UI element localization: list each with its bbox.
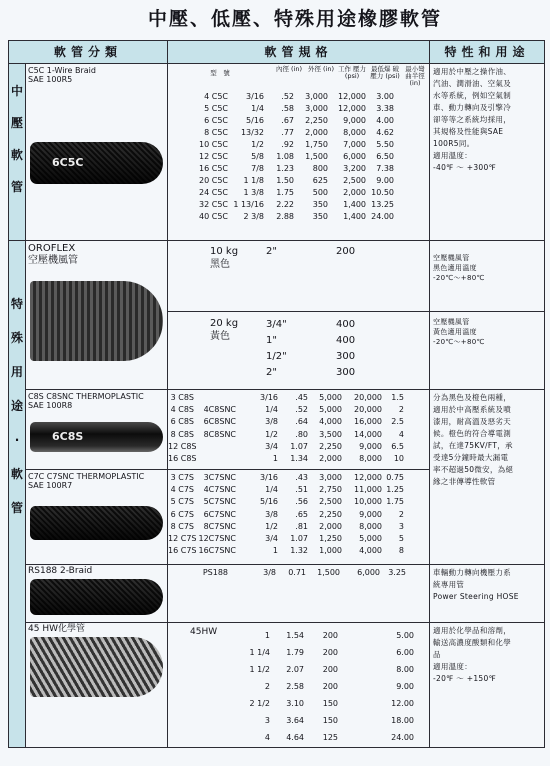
spec-cell: 11,000 (354, 485, 383, 495)
spec-cell: 12 C8S (168, 441, 197, 451)
spec-row (168, 545, 429, 557)
spec-cell: 5 C5C (204, 104, 229, 113)
spec-cell: 1 1/8 (243, 176, 265, 185)
spec-cell: 3,500 (319, 429, 343, 439)
hose-table (8, 40, 545, 748)
hose-label: 6C8S (52, 430, 84, 443)
spec-cell: 3 (264, 716, 271, 725)
spec-cell: 9,000 (359, 441, 383, 451)
spec-cell: 4.62 (376, 128, 395, 137)
side-medium (9, 64, 26, 241)
spec-cell: 4.00 (376, 116, 395, 125)
spec-cell: 300 (336, 367, 356, 378)
spec-cell: 12.00 (391, 699, 415, 708)
spec-cell: 9.00 (376, 176, 395, 185)
spec-row (168, 644, 429, 661)
spec-cell: 1.50 (276, 176, 295, 185)
spec-cell: 3,000 (305, 104, 329, 113)
side-char: 軟 (10, 467, 23, 481)
spec-cell: 2,250 (319, 441, 343, 451)
product-name: C7C C7SNC THERMOPLASTIC SAE 100R7 (28, 472, 145, 490)
spec-cell (194, 392, 236, 404)
spec-45hw (168, 623, 430, 748)
spec-cell: 4 (264, 733, 271, 742)
spec-cell: 8 C5C (204, 128, 229, 137)
spec-cell: PS188 (202, 568, 229, 577)
spec-cell: 1 (272, 454, 279, 464)
spec-row (168, 127, 429, 139)
spec-cell: 8,000 (359, 521, 383, 531)
side-char: 中 (10, 84, 23, 98)
spec-cell: 2 3/8 (243, 212, 265, 221)
spec-row (168, 175, 429, 187)
spec-cell: 9,000 (343, 116, 367, 125)
spec-row (266, 245, 376, 258)
spec-cell: 150 (322, 716, 339, 725)
spec-cell: 1.75 (276, 188, 295, 197)
spec-cell: 12 C7S (168, 534, 197, 544)
side-char: 軟 (10, 148, 23, 162)
spec-cell: 7,000 (343, 140, 367, 149)
spec-cell: 2,500 (319, 497, 343, 507)
spec-oroflex (168, 241, 430, 390)
spec-cell: 1.34 (290, 454, 309, 464)
spec-row (266, 365, 376, 381)
spec-cell: 2,000 (343, 188, 367, 197)
spec-cell: 16 C7S (168, 546, 197, 556)
spec-cell: 9,000 (359, 509, 383, 519)
spec-cell: 10 C5C (199, 140, 229, 149)
spec-cell: 12,000 (338, 92, 367, 101)
spec-row (168, 392, 429, 404)
feature-45hw: 適用於化學品和溶劑， 輸送高濃度酸類和化學 品 適用溫度： -20℉ ～ +150℉ (430, 623, 545, 748)
spec-cell: 1/2 (265, 521, 279, 531)
spec-cell: 1/4 (251, 104, 265, 113)
spec-row (168, 441, 429, 453)
spec-row (168, 429, 429, 441)
spec-cell: 1 3/8 (243, 188, 265, 197)
product-name: RS188 2-Braid (28, 566, 93, 576)
col-wp: 工作 壓力 (psi) (337, 65, 367, 80)
spec-row (168, 712, 429, 729)
spec-cell: 1,000 (319, 546, 343, 556)
hose-image (30, 281, 163, 361)
spec-cell: 8 C7S (170, 521, 195, 531)
feature-rs188: 車輛動力轉向機壓力系 統專用管 Power Steering HOSE (430, 565, 545, 623)
spec-row (168, 453, 429, 465)
spec-cell: 4,000 (359, 546, 383, 556)
product-name: C8S C8SNC THERMOPLASTIC SAE 100R8 (28, 392, 144, 410)
product-rs188 (26, 565, 168, 623)
spec-cell: 4,000 (319, 417, 343, 427)
spec-cell: 4 C7S (170, 485, 195, 495)
product-name: OROFLEX 空壓機風管 (28, 243, 78, 266)
spec-cell: 3/4" (266, 319, 287, 330)
spec-row (168, 533, 429, 545)
spec-cell: 1.5 (391, 393, 405, 402)
spec-cell: 1.23 (276, 164, 295, 173)
feature-oroflex-b: 空壓機風管 黃色適用溫度 -20℃～+80℃ (433, 318, 485, 346)
spec-cell: 1/4 (265, 405, 279, 415)
hose-label: 6C5C (52, 156, 84, 169)
spec-cell: 6.5 (391, 441, 405, 451)
spec-cell: 5 C7S (170, 497, 195, 507)
header-category: 軟管分類 (9, 41, 168, 64)
spec-cell: 6 C8S (170, 417, 195, 427)
spec-cell: 2,500 (343, 176, 367, 185)
spec-cell: 1 1/4 (249, 648, 271, 657)
spec-row (168, 187, 429, 199)
spec-cell: 20,000 (354, 405, 383, 415)
spec-row (168, 151, 429, 163)
product-oroflex (26, 241, 168, 390)
spec-cell: 1.54 (286, 631, 305, 640)
spec-cell: 3/16 (246, 92, 265, 101)
spec-cell: .51 (295, 485, 309, 495)
spec-cell: 500 (312, 188, 329, 197)
spec-cell (194, 453, 236, 465)
spec-cell: 6.50 (376, 152, 395, 161)
spec-cell: .56 (295, 497, 309, 507)
spec-cell: 5.00 (396, 631, 415, 640)
spec-cell: 1/2 (265, 429, 279, 439)
spec-cell: 1/4 (265, 485, 279, 495)
spec-cell: 350 (312, 212, 329, 221)
spec-cell: 32 C5C (199, 200, 229, 209)
feature-c5c: 適用於中壓之操作油、 汽油、潤滑油、空氣及 水等系統，例如空氣制 車、動力轉向及引擎冷 卻等等之系統均採用， 其規格及性能與SAE 100R5同。 適用溫度： -40℉ ～ +300℉ (430, 64, 545, 241)
side-char: 途 (10, 399, 23, 413)
header-feature: 特性和用途 (430, 41, 545, 64)
spec-cell: 14,000 (354, 429, 383, 439)
spec-cell: .92 (281, 140, 295, 149)
spec-cell: 6C8SNC (203, 417, 237, 427)
spec-cell: 2" (266, 246, 277, 257)
spec-cell: 2,250 (319, 509, 343, 519)
spec-cell: 16,000 (354, 417, 383, 427)
spec-cell: .67 (281, 116, 295, 125)
spec-cell: .80 (295, 429, 309, 439)
spec-cell: 200 (322, 665, 339, 674)
hw45-model: 45HW (190, 627, 218, 637)
spec-cell: 1 (272, 546, 279, 556)
spec-cell: 24.00 (371, 212, 395, 221)
spec-cell: 7/8 (251, 164, 265, 173)
spec-cell: 1.79 (286, 648, 305, 657)
spec-row (168, 472, 429, 484)
spec-cell: 6.00 (396, 648, 415, 657)
spec-row (168, 661, 429, 678)
spec-cell: 3/8 (263, 568, 277, 577)
spec-cell: 12 C5C (199, 152, 229, 161)
spec-cell: 40 C5C (199, 212, 229, 221)
spec-cell: 2,000 (319, 521, 343, 531)
spec-cell: 5 (398, 534, 405, 544)
spec-cell: 7.38 (376, 164, 395, 173)
spec-cell: 5C7SNC (203, 497, 237, 507)
spec-cell: .58 (281, 104, 295, 113)
side-char: 管 (10, 501, 23, 515)
spec-cell: 1.07 (290, 534, 309, 544)
spec-cell: 1,400 (343, 212, 367, 221)
spec-cell: .64 (295, 417, 309, 427)
side-char: 管 (10, 180, 23, 194)
spec-cell: 1,400 (343, 200, 367, 209)
spec-cell: 9.00 (396, 682, 415, 691)
spec-cell: 1/2" (266, 351, 287, 362)
hose-image (30, 422, 163, 452)
spec-cell: .81 (295, 521, 309, 531)
spec-cell: 200 (336, 246, 356, 257)
spec-cell: 3/4 (265, 534, 279, 544)
spec-cell: 5/16 (260, 497, 279, 507)
spec-cell: 125 (322, 733, 339, 742)
spec-row (168, 416, 429, 428)
spec-cell: 1,500 (317, 568, 341, 577)
spec-row (168, 163, 429, 175)
side-char: 用 (10, 365, 23, 379)
spec-cell: 3.00 (376, 92, 395, 101)
page-title: 中壓、低壓、特殊用途橡膠軟管 (147, 8, 442, 30)
hose-image (30, 506, 163, 540)
spec-cell: 1/2 (251, 140, 265, 149)
feature-c8s: 分為黑色及橙色兩種， 適用於中高壓系統及噴 漆用，耐高溫及惡劣天 候。橙色的符合導電測 試，在達75KV/FT，承 受達5分鐘時最大漏電 率不超過50微安，為絕 緣之非傳導性軟管 (430, 390, 545, 565)
spec-cell: 6C7SNC (203, 509, 237, 519)
spec-cell: 400 (336, 335, 356, 346)
spec-row (168, 496, 429, 508)
spec-cell: 24 C5C (199, 188, 229, 197)
spec-cell: 6 C7S (170, 509, 195, 519)
col-model: 型 號 (210, 69, 230, 77)
product-name: C5C 1-Wire Braid SAE 100R5 (28, 66, 96, 84)
spec-cell: .77 (281, 128, 295, 137)
spec-cell: 3.10 (286, 699, 305, 708)
spec-cell: 1 13/16 (233, 200, 265, 209)
spec-row (168, 103, 429, 115)
spec-cell: 3/16 (260, 393, 279, 402)
spec-cell (194, 441, 236, 453)
spec-cell: 1,500 (305, 152, 329, 161)
spec-cell: 5,000 (359, 534, 383, 544)
spec-cell: 3,200 (343, 164, 367, 173)
spec-cell: 400 (336, 319, 356, 330)
spec-cell: 5/16 (246, 116, 265, 125)
spec-row (168, 484, 429, 496)
side-char: 壓 (10, 116, 23, 130)
product-c7c (26, 470, 168, 565)
spec-cell: 8,000 (359, 454, 383, 464)
spec-cell: 200 (322, 631, 339, 640)
col-br: 最小彎 曲半徑 (in) (405, 65, 425, 87)
hose-image (30, 579, 163, 615)
spec-cell: 16C7SNC (198, 546, 237, 556)
oroflex-a-color: 黑色 (210, 259, 231, 270)
oroflex-b-color: 黃色 (210, 331, 231, 342)
spec-rs188 (168, 565, 430, 623)
spec-cell: 4.64 (286, 733, 305, 742)
spec-cell: 18.00 (391, 716, 415, 725)
spec-cell: .52 (295, 405, 309, 415)
spec-cell: 8,000 (343, 128, 367, 137)
spec-cell: 3 C7S (170, 473, 195, 482)
spec-cell: 1" (266, 335, 277, 346)
product-45hw (26, 623, 168, 748)
spec-row (266, 349, 376, 365)
spec-cell: 8 C8S (170, 429, 195, 439)
spec-row (168, 115, 429, 127)
spec-row (168, 91, 429, 103)
spec-cell: 1.25 (386, 485, 405, 495)
feature-oroflex (430, 241, 545, 390)
spec-c7c (168, 470, 430, 565)
spec-cell: 8C8SNC (203, 429, 237, 439)
spec-cell: 4C8SNC (203, 405, 237, 415)
spec-cell: .43 (295, 473, 309, 482)
side-special (9, 241, 26, 748)
spec-cell: 2.88 (276, 212, 295, 221)
spec-row (168, 404, 429, 416)
spec-cell: 2" (266, 367, 277, 378)
spec-cell: 2,000 (319, 454, 343, 464)
spec-cell: 1.32 (290, 546, 309, 556)
spec-cell: 3,000 (305, 92, 329, 101)
spec-cell: 2,750 (319, 485, 343, 495)
spec-cell: 200 (322, 648, 339, 657)
spec-cell: 350 (312, 200, 329, 209)
spec-cell: 12,000 (354, 473, 383, 482)
spec-cell: 3 C8S (170, 393, 195, 402)
spec-cell: 150 (322, 699, 339, 708)
feature-oroflex-a: 空壓機風管 黑色適用溫度 -20℃～+80℃ (433, 254, 485, 282)
spec-cell: 3.25 (388, 568, 407, 577)
spec-row (168, 521, 429, 533)
spec-cell: 13/32 (240, 128, 265, 137)
spec-cell: 16 C8S (168, 454, 197, 464)
col-bp: 最低爆 破壓力 (psi) (370, 65, 400, 80)
spec-row (168, 211, 429, 223)
hose-image (30, 637, 163, 697)
spec-cell: 6,000 (357, 568, 381, 577)
spec-cell: 2 (398, 509, 405, 519)
spec-cell: 3/8 (265, 509, 279, 519)
spec-cell: 3/4 (265, 441, 279, 451)
spec-cell: 2 (398, 405, 405, 415)
side-char: 特 (10, 297, 23, 311)
side-char: · (14, 433, 20, 447)
spec-cell: 300 (336, 351, 356, 362)
spec-row (168, 678, 429, 695)
product-name: 45 HW化學管 (28, 624, 85, 634)
spec-cell: 2,000 (305, 128, 329, 137)
spec-cell: 2.22 (276, 200, 295, 209)
spec-row (266, 317, 376, 333)
spec-cell: 1.75 (386, 497, 405, 507)
spec-row (168, 695, 429, 712)
spec-row (168, 509, 429, 521)
spec-cell: 2,250 (305, 116, 329, 125)
spec-cell: 12C7SNC (198, 534, 237, 544)
oroflex-b-model: 20 kg (210, 318, 239, 329)
spec-cell: 10 (393, 454, 405, 464)
hose-image (30, 142, 163, 184)
spec-cell: 12,000 (338, 104, 367, 113)
spec-cell: 24.00 (391, 733, 415, 742)
spec-cell: 1.07 (290, 441, 309, 451)
spec-cell: 0.71 (288, 568, 307, 577)
spec-cell: 5/8 (251, 152, 265, 161)
spec-cell: 3C7SNC (203, 473, 237, 482)
spec-cell: 1 (264, 631, 271, 640)
spec-cell: 6,000 (343, 152, 367, 161)
col-od: 外徑 (in) (307, 65, 335, 73)
spec-c5c (168, 64, 430, 241)
spec-row (168, 729, 429, 746)
spec-cell: 1.08 (276, 152, 295, 161)
spec-cell: 200 (322, 682, 339, 691)
spec-row (266, 333, 376, 349)
spec-cell: 3/8 (265, 417, 279, 427)
spec-cell: 20,000 (354, 393, 383, 402)
product-c5c (26, 64, 168, 241)
spec-cell: .45 (295, 393, 309, 402)
spec-cell: 4 (398, 429, 405, 439)
spec-cell: 10.50 (371, 188, 395, 197)
spec-cell: 4C7SNC (203, 485, 237, 495)
spec-cell: 3.38 (376, 104, 395, 113)
product-c8s (26, 390, 168, 470)
spec-cell: .52 (281, 92, 295, 101)
spec-row (168, 567, 429, 579)
spec-cell: 5.50 (376, 140, 395, 149)
spec-cell: 4 C8S (170, 405, 195, 415)
spec-cell: 1,750 (305, 140, 329, 149)
spec-cell: 5,000 (319, 393, 343, 402)
spec-row (168, 199, 429, 211)
spec-cell: 3 (398, 521, 405, 531)
spec-cell: 8C7SNC (203, 521, 237, 531)
spec-cell: 2.07 (286, 665, 305, 674)
spec-cell: 625 (312, 176, 329, 185)
spec-cell: 3,000 (319, 473, 343, 482)
spec-cell: 13.25 (371, 200, 395, 209)
spec-cell: 1,250 (319, 534, 343, 544)
spec-cell: .65 (295, 509, 309, 519)
side-char: 殊 (10, 331, 23, 345)
spec-cell: 10,000 (354, 497, 383, 507)
spec-cell: 3/16 (260, 473, 279, 482)
spec-cell: 2.58 (286, 682, 305, 691)
spec-cell: 2.5 (391, 417, 405, 427)
spec-cell: 2 1/2 (249, 699, 271, 708)
col-id: 內徑 (in) (275, 65, 303, 73)
oroflex-a-model: 10 kg (210, 246, 239, 257)
header-spec: 軟管規格 (168, 41, 430, 64)
spec-c8s (168, 390, 430, 470)
spec-cell: 4 C5C (204, 92, 229, 101)
spec-cell: 8 (398, 546, 405, 556)
spec-cell: 3.64 (286, 716, 305, 725)
spec-cell: 5,000 (319, 405, 343, 415)
spec-cell: 20 C5C (199, 176, 229, 185)
spec-cell: 1 1/2 (249, 665, 271, 674)
spec-cell: 800 (312, 164, 329, 173)
spec-cell: 16 C5C (199, 164, 229, 173)
spec-cell: 2 (264, 682, 271, 691)
spec-cell: 0.75 (386, 473, 405, 482)
spec-row (168, 139, 429, 151)
spec-cell: 8.00 (396, 665, 415, 674)
spec-cell: 6 C5C (204, 116, 229, 125)
